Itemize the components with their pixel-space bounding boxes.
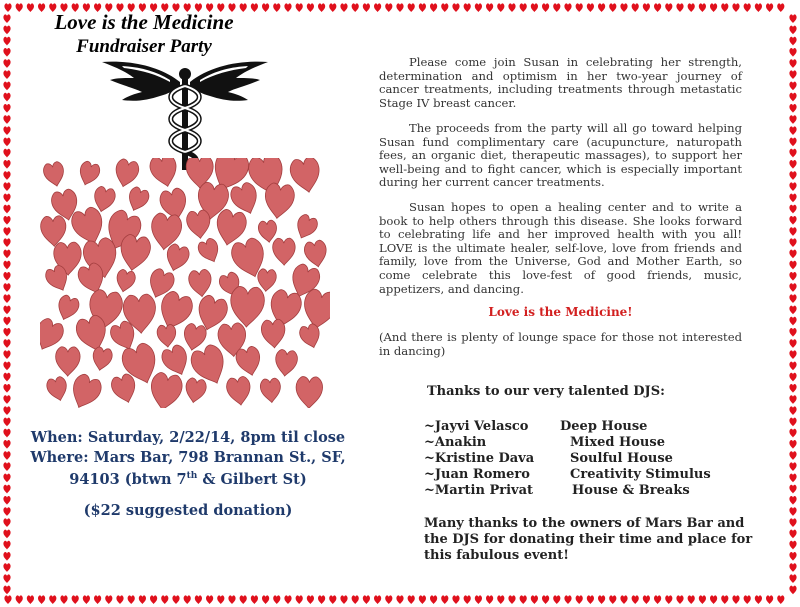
heart-icon — [148, 158, 180, 189]
dj-genre: Deep House — [560, 419, 648, 434]
heart-icon — [699, 595, 706, 604]
heart-icon — [3, 283, 10, 292]
heart-icon — [3, 339, 10, 348]
event-subtitle: Fundraiser Party — [76, 36, 212, 57]
heart-icon — [789, 440, 796, 449]
heart-icon — [609, 3, 616, 12]
heart-icon — [3, 451, 10, 460]
heart-icon — [230, 286, 265, 328]
paragraph-healing-center: Susan hopes to open a healing center and to write a book to help others through this disease. She looks forward to celebrating life and her improved health with you all! LOVE is the ultimate healer, self-love, love from friends and family, love from the Universe, God and Mother Earth, so come celebrate this love-fest of good friends, music, appetizers, and dancing. — [379, 200, 742, 296]
heart-icon — [789, 294, 796, 303]
heart-icon — [116, 595, 123, 604]
heart-icon — [632, 3, 639, 12]
heart-icon — [3, 182, 10, 191]
heart-icon — [340, 595, 347, 604]
heart-icon — [721, 3, 728, 12]
heart-icon — [186, 209, 212, 239]
dj-name: ~Jayvi Velasco — [424, 419, 529, 434]
heart-icon — [3, 115, 10, 124]
heart-icon — [520, 3, 527, 12]
heart-icon — [16, 3, 23, 12]
heart-icon — [732, 3, 739, 12]
heart-icon — [340, 3, 347, 12]
heart-icon — [789, 37, 796, 46]
heart-icon — [531, 595, 538, 604]
heart-icon — [721, 595, 728, 604]
heart-icon — [520, 595, 527, 604]
heart-icon — [318, 3, 325, 12]
heart-icon — [38, 595, 45, 604]
heart-icon — [654, 595, 661, 604]
heart-icon — [789, 530, 796, 539]
closing-thanks: Many thanks to the owners of Mars Bar and the DJS for donating their time and place for this fabulous event! — [424, 516, 753, 563]
heart-icon — [755, 3, 762, 12]
heart-icon — [54, 294, 81, 323]
heart-icon — [234, 345, 263, 378]
heart-icon — [789, 149, 796, 158]
heart-icon — [3, 418, 10, 427]
caduceus-icon — [100, 60, 270, 170]
heart-icon — [789, 160, 796, 169]
heart-icon — [3, 216, 10, 225]
heart-icon — [3, 14, 10, 23]
heart-icon — [352, 3, 359, 12]
heart-icon — [184, 595, 191, 604]
dj-name: ~Juan Romero — [424, 467, 530, 482]
heart-icon — [3, 294, 10, 303]
heart-icon — [3, 373, 10, 382]
heart-icon — [766, 595, 773, 604]
heart-icon — [296, 376, 323, 408]
heart-icon — [3, 37, 10, 46]
heart-icon — [60, 595, 67, 604]
heart-icon — [789, 261, 796, 270]
heart-icon — [3, 395, 10, 404]
heart-icon — [55, 347, 80, 377]
heart-icon — [213, 208, 249, 248]
heart-icon — [789, 59, 796, 68]
heart-icon — [3, 474, 10, 483]
heart-icon — [307, 3, 314, 12]
heart-icon — [228, 181, 262, 218]
heart-icon — [3, 574, 10, 583]
heart-icon — [273, 595, 280, 604]
heart-icon — [3, 530, 10, 539]
heart-icon — [609, 595, 616, 604]
heart-icon — [3, 350, 10, 359]
heart-icon — [789, 126, 796, 135]
heart-icon — [83, 595, 90, 604]
heart-icon — [789, 93, 796, 102]
heart-icon — [576, 595, 583, 604]
heart-icon — [139, 595, 146, 604]
heart-icon — [3, 149, 10, 158]
heart-icon — [789, 283, 796, 292]
heart-icon — [3, 227, 10, 236]
heart-icon — [3, 518, 10, 527]
heart-icon — [688, 595, 695, 604]
heart-icon — [789, 552, 796, 561]
heart-icon — [3, 362, 10, 371]
heart-icon — [195, 595, 202, 604]
heart-icon — [408, 595, 415, 604]
heart-icon — [789, 14, 796, 23]
heart-icon — [94, 595, 101, 604]
lounge-note: (And there is plenty of lounge space for those not interested in dancing) — [379, 330, 742, 358]
heart-icon — [430, 595, 437, 604]
heart-icon — [3, 272, 10, 281]
heart-icon — [789, 48, 796, 57]
heart-icon — [296, 3, 303, 12]
heart-icon — [508, 3, 515, 12]
event-location-detail: 94103 (btwn 7th & Gilbert St) — [69, 470, 307, 488]
heart-icon — [396, 3, 403, 12]
heart-icon — [486, 595, 493, 604]
heart-icon — [3, 48, 10, 57]
heart-icon — [475, 3, 482, 12]
heart-icon — [16, 595, 23, 604]
heart-icon — [475, 595, 482, 604]
dj-name: ~Martin Privat — [424, 483, 534, 498]
heart-icon — [3, 104, 10, 113]
heart-icon — [408, 3, 415, 12]
heart-icon — [789, 82, 796, 91]
heart-icon — [789, 574, 796, 583]
djs-heading: Thanks to our very talented DJS: — [427, 384, 665, 399]
heart-icon — [273, 3, 280, 12]
heart-icon — [263, 182, 296, 220]
heart-icon — [284, 595, 291, 604]
heart-icon — [296, 595, 303, 604]
heart-icon — [298, 322, 323, 350]
heart-icon — [508, 595, 515, 604]
heart-icon — [240, 595, 247, 604]
heart-icon — [262, 595, 269, 604]
heart-icon — [789, 429, 796, 438]
heart-icon — [307, 595, 314, 604]
heart-icon — [329, 595, 336, 604]
heart-icon — [789, 306, 796, 315]
heart-icon — [789, 406, 796, 415]
heart-icon — [789, 205, 796, 214]
heart-icon — [452, 3, 459, 12]
heart-icon — [464, 595, 471, 604]
heart-icon — [318, 595, 325, 604]
heart-icon — [452, 595, 459, 604]
heart-icon — [188, 269, 213, 298]
heart-icon — [181, 322, 208, 352]
heart-icon — [486, 3, 493, 12]
heart-icon — [789, 272, 796, 281]
heart-icon — [710, 3, 717, 12]
heart-icon — [45, 375, 70, 402]
heart-icon — [676, 3, 683, 12]
heart-icon — [777, 3, 784, 12]
heart-icon — [90, 346, 113, 372]
heart-icon — [76, 160, 102, 188]
heart-icon — [3, 440, 10, 449]
heart-icon — [261, 319, 286, 349]
heart-icon — [789, 474, 796, 483]
heart-icon — [789, 227, 796, 236]
heart-icon — [789, 250, 796, 259]
heart-icon — [363, 3, 370, 12]
heart-icon — [598, 3, 605, 12]
heart-icon — [789, 418, 796, 427]
paragraph-proceeds: The proceeds from the party will all go toward helping Susan fund complimentary care (acupuncture, naturopath fees, an organic diet, therapeutic massages), to support her well-being and to fight cancer, which is especially important during her current cancer treatments. — [379, 121, 742, 190]
heart-icon — [789, 395, 796, 404]
heart-icon — [42, 161, 67, 189]
heart-icon — [49, 595, 56, 604]
event-location: Where: Mars Bar, 798 Brannan St., SF, — [30, 449, 346, 466]
heart-icon — [3, 586, 10, 595]
heart-icon — [766, 3, 773, 12]
heart-icon — [3, 70, 10, 79]
dj-genre: Mixed House — [570, 435, 665, 450]
heart-icon — [789, 518, 796, 527]
slogan: Love is the Medicine! — [488, 305, 633, 319]
heart-icon — [3, 507, 10, 516]
heart-icon — [620, 595, 627, 604]
heart-icon — [27, 595, 34, 604]
heart-icon — [284, 3, 291, 12]
heart-icon — [789, 586, 796, 595]
heart-icon — [789, 194, 796, 203]
heart-icon — [156, 324, 177, 348]
dj-genre: Creativity Stimulus — [570, 467, 711, 482]
heart-icon — [206, 595, 213, 604]
heart-icon — [744, 3, 751, 12]
heart-icon — [3, 138, 10, 147]
heart-icon — [676, 595, 683, 604]
heart-icon — [3, 205, 10, 214]
dj-genre: House & Breaks — [572, 483, 690, 498]
heart-icon — [542, 595, 549, 604]
heart-icon — [396, 595, 403, 604]
heart-icon — [3, 462, 10, 471]
heart-icon — [564, 3, 571, 12]
heart-icon — [789, 182, 796, 191]
heart-icon — [699, 3, 706, 12]
heart-icon — [744, 595, 751, 604]
heart-icon — [3, 59, 10, 68]
heart-icon — [789, 373, 796, 382]
heart-icon — [374, 3, 381, 12]
heart-icon — [710, 595, 717, 604]
dj-name: ~Kristine Dava — [424, 451, 535, 466]
heart-icon — [643, 3, 650, 12]
heart-icon — [3, 261, 10, 270]
heart-icon — [3, 552, 10, 561]
heart-icon — [292, 213, 319, 242]
heart-icon — [3, 496, 10, 505]
heart-icon — [587, 595, 594, 604]
heart-icon — [789, 384, 796, 393]
heart-icon — [385, 3, 392, 12]
heart-icon — [329, 3, 336, 12]
heart-icon — [3, 306, 10, 315]
heart-icon — [385, 595, 392, 604]
heart-icon — [374, 595, 381, 604]
heart-icon — [632, 595, 639, 604]
heart-icon — [114, 268, 137, 293]
heart-icon — [789, 70, 796, 79]
heart-icon — [598, 595, 605, 604]
heart-icon — [531, 3, 538, 12]
heart-icon — [576, 3, 583, 12]
heart-icon — [789, 362, 796, 371]
heart-icon — [217, 595, 224, 604]
event-title: Love is the Medicine — [54, 10, 234, 34]
heart-icon — [419, 3, 426, 12]
heart-icon — [196, 237, 223, 266]
heart-icon — [789, 238, 796, 247]
heart-icon — [4, 3, 11, 12]
heart-icon — [147, 371, 184, 408]
heart-icon — [789, 104, 796, 113]
dj-genre: Soulful House — [570, 451, 673, 466]
suggested-donation: ($22 suggested donation) — [83, 502, 293, 519]
heart-icon — [273, 238, 296, 265]
heart-icon — [620, 3, 627, 12]
heart-icon — [789, 115, 796, 124]
heart-icon — [3, 126, 10, 135]
heart-icon — [3, 328, 10, 337]
heart-icon — [3, 384, 10, 393]
heart-icon — [542, 3, 549, 12]
heart-icon — [553, 3, 560, 12]
heart-icon — [441, 595, 448, 604]
heart-icon — [288, 158, 323, 195]
heart-icon — [150, 595, 157, 604]
heart-icon — [228, 595, 235, 604]
heart-icon — [3, 93, 10, 102]
heart-icon — [3, 171, 10, 180]
heart-icon — [3, 541, 10, 550]
heart-icon — [665, 3, 672, 12]
event-date: When: Saturday, 2/22/14, 8pm til close — [30, 429, 346, 446]
heart-icon — [183, 377, 207, 404]
heart-icon — [112, 158, 140, 189]
heart-icon — [251, 595, 258, 604]
heart-icon — [789, 350, 796, 359]
heart-icon — [363, 595, 370, 604]
heart-icon — [419, 595, 426, 604]
heart-icon — [274, 349, 298, 377]
heart-icon — [40, 215, 67, 247]
heart-icon — [352, 595, 359, 604]
heart-icon — [497, 3, 504, 12]
heart-icon — [789, 485, 796, 494]
heart-icon — [3, 194, 10, 203]
heart-icon — [128, 595, 135, 604]
heart-icon — [755, 595, 762, 604]
heart-icon — [789, 26, 796, 35]
heart-icon — [66, 372, 104, 408]
heart-icon — [3, 26, 10, 35]
heart-icon — [125, 185, 151, 214]
heart-icon — [665, 595, 672, 604]
heart-icon — [789, 563, 796, 572]
heart-icon — [225, 376, 252, 407]
heart-icon — [789, 138, 796, 147]
heart-icon — [553, 595, 560, 604]
heart-icon — [688, 3, 695, 12]
heart-icon — [789, 451, 796, 460]
heart-icon — [3, 160, 10, 169]
heart-icon — [172, 595, 179, 604]
heart-icon — [777, 595, 784, 604]
heart-icon — [654, 3, 661, 12]
heart-icon — [161, 595, 168, 604]
heart-icon — [3, 317, 10, 326]
heart-icon — [105, 595, 112, 604]
heart-icon — [72, 595, 79, 604]
hearts-cluster — [40, 158, 330, 408]
heart-icon — [789, 339, 796, 348]
heart-icon — [3, 238, 10, 247]
heart-icon — [732, 595, 739, 604]
heart-icon — [789, 496, 796, 505]
heart-icon — [3, 82, 10, 91]
heart-icon — [564, 595, 571, 604]
heart-icon — [3, 485, 10, 494]
heart-icon — [3, 250, 10, 259]
heart-icon — [789, 541, 796, 550]
heart-icon — [789, 328, 796, 337]
heart-icon — [587, 3, 594, 12]
heart-icon — [497, 595, 504, 604]
heart-icon — [3, 406, 10, 415]
heart-icon — [260, 378, 282, 404]
heart-icon — [109, 372, 139, 405]
paragraph-intro: Please come join Susan in celebrating her strength, determination and optimism in her two-year journey of cancer treatments, including treatments through metastatic Stage IV breast cancer. — [379, 55, 742, 110]
heart-icon — [3, 563, 10, 572]
heart-icon — [303, 239, 329, 268]
heart-icon — [789, 171, 796, 180]
heart-icon — [789, 317, 796, 326]
dj-name: ~Anakin — [424, 435, 487, 450]
heart-icon — [4, 595, 11, 604]
heart-icon — [441, 3, 448, 12]
heart-icon — [789, 462, 796, 471]
heart-icon — [3, 429, 10, 438]
heart-icon — [430, 3, 437, 12]
heart-icon — [789, 507, 796, 516]
heart-icon — [789, 216, 796, 225]
heart-icon — [464, 3, 471, 12]
heart-icon — [643, 595, 650, 604]
